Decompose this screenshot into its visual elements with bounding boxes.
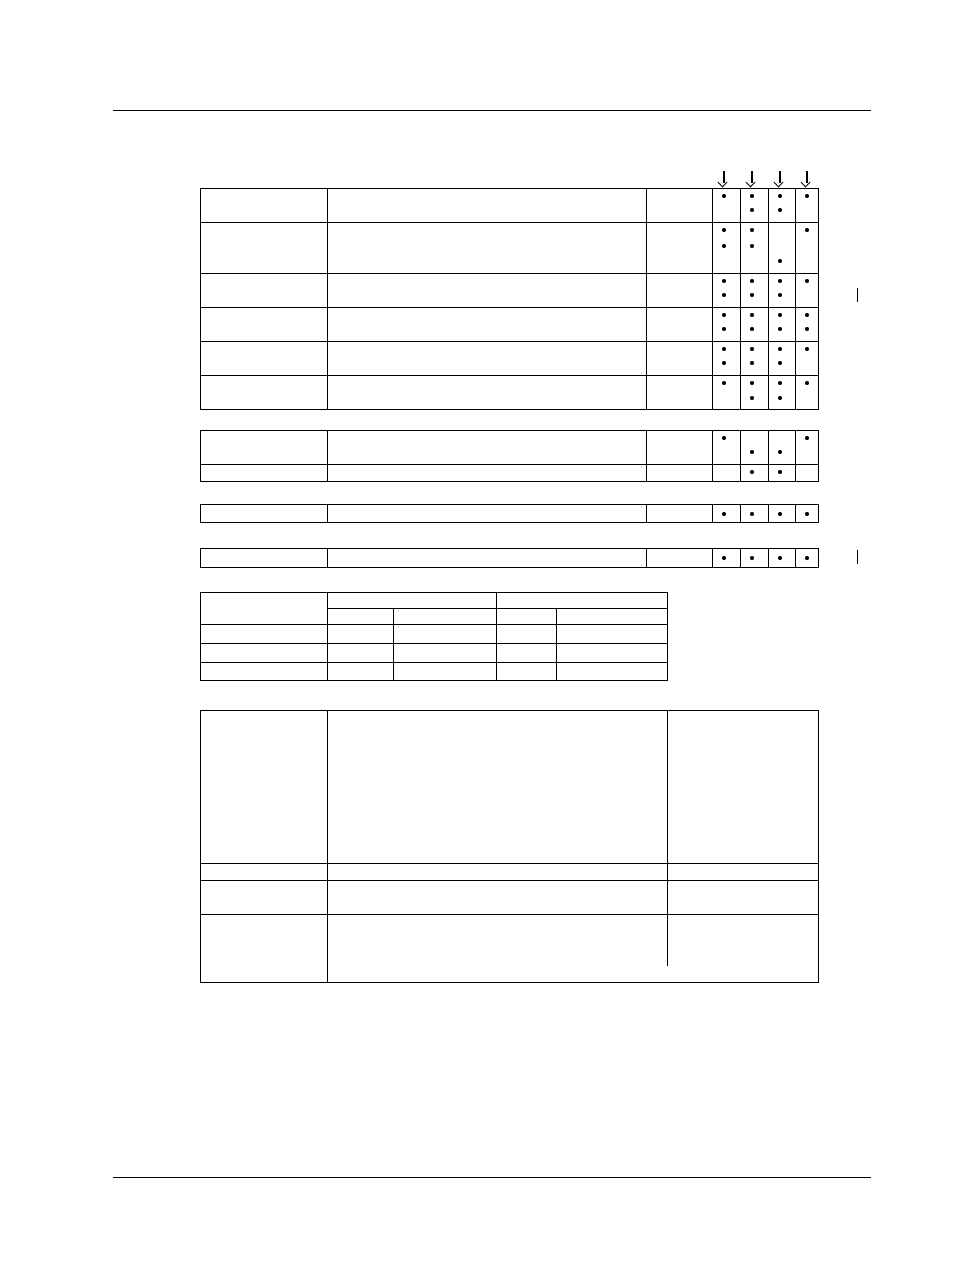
spec-table-divider	[393, 608, 394, 681]
group-d-table	[200, 548, 819, 568]
description-table-rule	[200, 863, 819, 864]
spec-table-divider	[496, 592, 497, 681]
bullet-dot	[750, 512, 754, 516]
arrow-down-icon	[718, 171, 730, 187]
bullet-dot	[805, 436, 809, 440]
bullet-dot	[805, 194, 809, 198]
bullet-dot	[778, 512, 782, 516]
bullet-dot	[805, 512, 809, 516]
bullet-dot	[805, 381, 809, 385]
bullet-dot	[722, 244, 726, 248]
bullet-dot	[722, 313, 726, 317]
column-divider	[327, 504, 328, 523]
bullet-dot	[750, 347, 754, 351]
footer-rule	[113, 1177, 871, 1178]
bullet-dot	[750, 361, 754, 365]
bullet-dot	[750, 194, 754, 198]
bullet-dot	[805, 556, 809, 560]
bullet-dot	[778, 361, 782, 365]
bullet-dot	[722, 327, 726, 331]
bullet-dot	[750, 396, 754, 400]
bullet-dot	[805, 279, 809, 283]
bullet-dot	[722, 381, 726, 385]
spec-table-rule	[327, 608, 668, 609]
column-divider	[327, 548, 328, 568]
column-divider	[712, 504, 713, 523]
change-bar	[857, 288, 858, 302]
bullet-dot	[778, 450, 782, 454]
bullet-dot	[805, 313, 809, 317]
bullet-dot	[778, 556, 782, 560]
column-divider	[646, 548, 647, 568]
bullet-dot	[750, 470, 754, 474]
spec-table-rule	[200, 662, 668, 663]
bullet-dot	[778, 259, 782, 263]
bullet-dot	[750, 244, 754, 248]
bullet-dot	[750, 208, 754, 212]
row-divider	[200, 375, 819, 376]
spec-table-rule	[200, 624, 668, 625]
description-table-divider	[667, 710, 668, 966]
bullet-dot	[722, 194, 726, 198]
bullet-dot	[722, 436, 726, 440]
bullet-dot	[722, 512, 726, 516]
bullet-dot	[750, 293, 754, 297]
column-divider	[768, 548, 769, 568]
bullet-dot	[778, 381, 782, 385]
arrow-down-icon	[774, 171, 786, 187]
spec-table-rule	[200, 643, 668, 644]
row-divider	[200, 341, 819, 342]
group-c-table	[200, 504, 819, 523]
row-divider	[200, 273, 819, 274]
bullet-dot	[722, 228, 726, 232]
column-divider	[740, 504, 741, 523]
row-divider	[200, 464, 819, 465]
column-divider	[712, 548, 713, 568]
description-table-rule	[200, 880, 819, 881]
column-divider	[740, 548, 741, 568]
bullet-dot	[750, 450, 754, 454]
bullet-dot	[750, 228, 754, 232]
change-bar	[857, 550, 858, 564]
bullet-dot	[722, 556, 726, 560]
column-divider	[712, 430, 713, 482]
bullet-dot	[805, 228, 809, 232]
bullet-dot	[750, 556, 754, 560]
bullet-dot	[750, 327, 754, 331]
bullet-dot	[778, 347, 782, 351]
bullet-dot	[778, 194, 782, 198]
description-table-rule	[200, 914, 819, 915]
column-divider	[646, 504, 647, 523]
description-table	[200, 710, 819, 983]
bullet-dot	[722, 279, 726, 283]
column-divider	[768, 504, 769, 523]
bullet-dot	[778, 293, 782, 297]
column-divider	[795, 548, 796, 568]
header-rule	[113, 110, 871, 111]
arrow-down-icon	[746, 171, 758, 187]
bullet-dot	[778, 208, 782, 212]
column-divider	[327, 430, 328, 482]
bullet-dot	[722, 293, 726, 297]
bullet-dot	[778, 313, 782, 317]
column-divider	[795, 504, 796, 523]
bullet-dot	[778, 470, 782, 474]
bullet-dot	[805, 327, 809, 331]
group-b-table	[200, 430, 819, 482]
row-divider	[200, 307, 819, 308]
bullet-dot	[778, 396, 782, 400]
arrow-down-icon	[801, 171, 813, 187]
spec-table	[200, 592, 668, 681]
bullet-dot	[722, 361, 726, 365]
bullet-dot	[722, 347, 726, 351]
bullet-dot	[805, 347, 809, 351]
bullet-dot	[778, 327, 782, 331]
column-divider	[768, 430, 769, 482]
column-divider	[646, 430, 647, 482]
column-divider	[795, 430, 796, 482]
bullet-dot	[750, 279, 754, 283]
description-table-divider	[327, 710, 328, 983]
bullet-dot	[750, 313, 754, 317]
bullet-dot	[778, 279, 782, 283]
column-divider	[740, 430, 741, 482]
bullet-dot	[750, 381, 754, 385]
spec-table-divider	[556, 608, 557, 681]
row-divider	[200, 222, 819, 223]
spec-table-divider	[327, 592, 328, 681]
